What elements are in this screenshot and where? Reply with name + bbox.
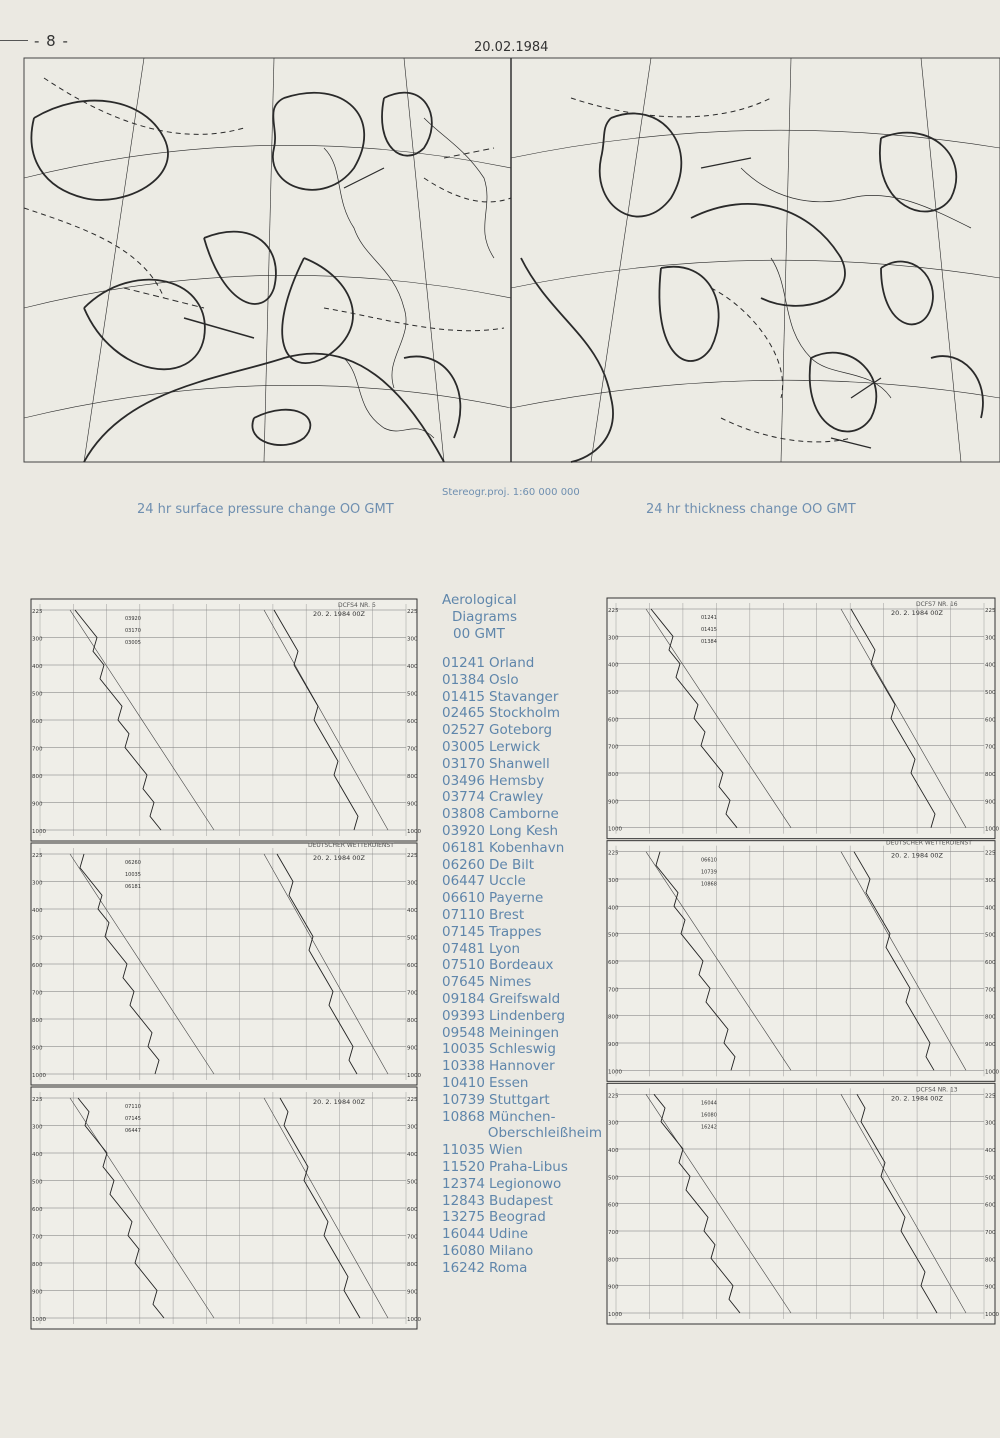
station-row: [442, 957, 602, 974]
pressure-label: 800: [32, 1262, 43, 1268]
panel-station-id: 16044: [701, 1100, 717, 1107]
pressure-label: 800: [32, 774, 43, 780]
station-row: [442, 873, 602, 890]
pressure-label: 900: [985, 1042, 996, 1048]
pressure-label: 600: [985, 960, 996, 966]
station-id: 03496: [442, 772, 485, 789]
station-id: 03808: [442, 806, 485, 823]
pressure-label: 1000: [608, 826, 622, 833]
station-name: Lindenberg: [489, 1007, 566, 1024]
station-row: [442, 806, 602, 823]
station-id: 09393: [442, 1007, 485, 1024]
pressure-label: 400: [407, 1152, 418, 1158]
panel-header: 20. 2. 1984 00Z: [313, 1098, 366, 1106]
station-name: Stavanger: [489, 688, 559, 705]
station-name: Greifswald: [489, 990, 561, 1007]
pressure-label: 700: [608, 987, 619, 994]
legend-title-2: Diagrams: [452, 609, 517, 625]
station-id: 12843: [442, 1192, 485, 1209]
station-id: 07145: [442, 923, 485, 940]
pressure-label: 300: [985, 635, 996, 642]
pressure-label: 900: [32, 1045, 43, 1052]
station-name: De Bilt: [489, 856, 535, 873]
station-id: 09548: [442, 1024, 485, 1041]
station-name: Hemsby: [489, 772, 545, 789]
pressure-label: 800: [407, 1018, 418, 1024]
pressure-label: 800: [608, 1257, 619, 1264]
station-id: 13275: [442, 1209, 485, 1226]
pressure-label: 500: [32, 691, 43, 698]
station-row: [442, 672, 602, 689]
station-name: Crawley: [489, 789, 544, 806]
station-name: Stockholm: [489, 705, 561, 722]
station-name: Meiningen: [489, 1024, 559, 1041]
pressure-label: 1000: [407, 1073, 421, 1079]
station-row: [442, 1243, 602, 1260]
station-row: [442, 1109, 602, 1126]
weather-maps: [24, 58, 1000, 462]
pressure-label: 500: [985, 690, 996, 696]
pressure-label: 400: [985, 1148, 996, 1154]
station-row: [442, 974, 602, 991]
station-row: [442, 1058, 602, 1075]
pressure-label: 300: [407, 880, 418, 887]
pressure-label: 600: [608, 717, 619, 724]
station-id: 07110: [442, 906, 485, 923]
station-id: 02527: [442, 722, 485, 739]
station-name: Shanwell: [489, 755, 550, 772]
station-id: 16080: [442, 1242, 485, 1259]
pressure-label: 225: [985, 608, 996, 614]
station-name: Trappes: [489, 923, 542, 940]
pressure-label: 300: [407, 636, 418, 643]
pressure-label: 900: [407, 1045, 418, 1052]
pressure-label: 600: [407, 963, 418, 969]
station-name: Uccle: [489, 873, 526, 890]
station-row: [442, 756, 602, 773]
station-id: 01384: [442, 671, 485, 688]
station-id: 02465: [442, 705, 485, 722]
station-row: [442, 1025, 602, 1042]
legend-title-1: Aerological: [442, 592, 517, 608]
pressure-label: 900: [608, 1284, 619, 1291]
pressure-label: 800: [985, 1014, 996, 1021]
pressure-label: 700: [32, 990, 43, 997]
station-name: Goteborg: [489, 722, 553, 739]
station-id: 01415: [442, 688, 485, 705]
pressure-label: 900: [32, 801, 43, 808]
pressure-label: 900: [608, 799, 619, 806]
panel-station-id: 07110: [125, 1104, 141, 1110]
station-name: Payerne: [489, 890, 544, 907]
pressure-label: 1000: [608, 1312, 622, 1318]
station-id: 07645: [442, 974, 485, 991]
panel-header: 20. 2. 1984 00Z: [313, 610, 366, 618]
station-id: 06447: [442, 873, 485, 890]
pressure-label: 400: [407, 908, 418, 914]
panel-code: DCFS4 NR. 5: [338, 602, 376, 609]
pressure-label: 700: [32, 746, 43, 753]
station-legend: [442, 592, 602, 1276]
station-id: [442, 1125, 488, 1142]
pressure-label: 600: [32, 1207, 43, 1213]
pressure-label: 225: [608, 1093, 619, 1100]
panel-header: 20. 2. 1984 00Z: [891, 851, 944, 860]
station-row: [442, 1142, 602, 1159]
station-name: Stuttgart: [489, 1091, 550, 1108]
pressure-label: 700: [985, 1230, 996, 1236]
station-row: [442, 924, 602, 941]
station-name: Hannover: [489, 1058, 555, 1075]
panel-station-id: 01415: [701, 627, 717, 633]
station-name: Bordeaux: [489, 957, 554, 974]
panel-code: DCFS7 NR. 16: [916, 601, 958, 608]
pressure-label: 300: [985, 878, 996, 884]
pressure-label: 500: [407, 1179, 418, 1186]
station-name: Oberschleißheim: [487, 1125, 602, 1142]
station-id: 03170: [442, 755, 485, 772]
station-name: Camborne: [489, 806, 559, 823]
station-id: 10338: [442, 1058, 485, 1075]
pressure-label: 700: [608, 1230, 619, 1236]
issuer-label: DEUTSCHER WETTERDIENST: [886, 839, 972, 847]
station-row: [442, 1260, 602, 1277]
station-name: Brest: [489, 906, 525, 923]
station-id: 16044: [442, 1226, 485, 1243]
station-row: [442, 840, 602, 857]
pressure-label: 500: [407, 691, 418, 698]
pressure-label: 600: [32, 719, 43, 725]
station-row: [442, 991, 602, 1008]
pressure-label: 500: [32, 935, 43, 942]
pressure-label: 1000: [407, 1317, 421, 1323]
panel-station-id: 06181: [125, 884, 141, 890]
panel-station-id: 06610: [701, 857, 717, 864]
pressure-label: 225: [407, 609, 418, 615]
station-row: [442, 689, 602, 706]
pressure-label: 300: [608, 878, 619, 884]
aerological-diagrams-right: [606, 597, 999, 1325]
pressure-label: 900: [985, 1284, 996, 1291]
panel-station-id: 06260: [125, 860, 141, 866]
station-row: [442, 789, 602, 806]
pressure-label: 225: [32, 1097, 43, 1103]
station-id: 10035: [442, 1041, 485, 1058]
pressure-label: 400: [407, 664, 418, 670]
pressure-label: 800: [407, 774, 418, 780]
panel-station-id: 03005: [125, 640, 141, 646]
station-row: [442, 1041, 602, 1058]
station-id: 11520: [442, 1158, 485, 1175]
panel-station-id: 10739: [701, 869, 717, 876]
station-row: [442, 773, 602, 790]
station-id: 11035: [442, 1142, 485, 1159]
pressure-label: 225: [985, 1093, 996, 1100]
panel-station-id: 06447: [125, 1128, 141, 1134]
pressure-label: 800: [608, 1014, 619, 1021]
pressure-label: 1000: [985, 1312, 999, 1318]
station-name: Orland: [489, 655, 535, 671]
panel-code: DCFS4 NR. 13: [916, 1086, 958, 1094]
station-row: [442, 705, 602, 722]
pressure-label: 300: [32, 1124, 43, 1131]
pressure-label: 500: [608, 690, 619, 696]
issuer-label: DEUTSCHER WETTERDIENST: [308, 842, 394, 849]
station-name: Lyon: [489, 940, 521, 957]
panel-station-id: 10868: [701, 881, 717, 888]
pressure-label: 1000: [608, 1069, 622, 1076]
station-row: [442, 1193, 602, 1210]
station-name: Oslo: [489, 671, 519, 688]
station-id: 07510: [442, 957, 485, 974]
station-id: 03920: [442, 822, 485, 839]
pressure-label: 400: [985, 905, 996, 912]
station-name: Budapest: [489, 1192, 553, 1209]
left-map-caption: 24 hr surface pressure change OO GMT: [137, 502, 394, 517]
legend-title-3: 00 GMT: [453, 626, 505, 642]
right-map-caption: 24 hr thickness change OO GMT: [646, 502, 856, 517]
station-name: Praha-Libus: [489, 1158, 568, 1175]
pressure-label: 300: [32, 636, 43, 643]
pressure-label: 225: [32, 853, 43, 859]
panel-station-id: 03920: [125, 616, 141, 622]
pressure-label: 600: [608, 960, 619, 966]
pressure-label: 500: [32, 1179, 43, 1186]
pressure-label: 1000: [407, 829, 421, 835]
station-id: 10410: [442, 1074, 485, 1091]
station-name: Milano: [489, 1242, 534, 1259]
station-id: 09184: [442, 990, 485, 1007]
station-id: 01241: [442, 655, 485, 671]
page-date: 20.02.1984: [474, 40, 549, 55]
pressure-label: 900: [608, 1042, 619, 1048]
station-row: [442, 823, 602, 840]
pressure-label: 600: [407, 1207, 418, 1213]
station-row: [442, 1226, 602, 1243]
pressure-label: 900: [407, 1289, 418, 1296]
station-row: [442, 890, 602, 907]
pressure-label: 1000: [32, 1317, 46, 1323]
pressure-label: 225: [608, 608, 619, 614]
pressure-label: 1000: [32, 829, 46, 835]
station-name: Beograd: [489, 1209, 546, 1226]
panel-station-id: 16242: [701, 1124, 717, 1131]
pressure-label: 400: [608, 662, 619, 669]
panel-header: 20. 2. 1984 00Z: [891, 1094, 944, 1103]
pressure-label: 300: [985, 1120, 996, 1127]
station-row: [442, 907, 602, 924]
pressure-label: 500: [608, 1175, 619, 1182]
station-id: 10739: [442, 1091, 485, 1108]
pressure-label: 800: [985, 1257, 996, 1264]
projection-label: Stereogr.proj. 1:60 000 000: [442, 487, 580, 498]
pressure-label: 1000: [985, 826, 999, 833]
page-number: - 8 -: [34, 32, 69, 50]
station-name: Schleswig: [489, 1041, 556, 1058]
pressure-label: 700: [407, 1234, 418, 1241]
panel-station-id: 03170: [125, 628, 141, 634]
pressure-label: 400: [608, 905, 619, 912]
station-id: 06181: [442, 839, 485, 856]
pressure-label: 700: [32, 1234, 43, 1241]
station-row: [442, 722, 602, 739]
pressure-label: 400: [32, 908, 43, 914]
station-id: 03774: [442, 789, 485, 806]
pressure-label: 800: [985, 772, 996, 778]
panel-station-id: 10035: [125, 872, 141, 878]
pressure-label: 500: [608, 932, 619, 939]
pressure-label: 500: [985, 932, 996, 939]
station-list: [442, 655, 602, 1276]
pressure-label: 300: [608, 635, 619, 642]
station-row: [442, 739, 602, 756]
pressure-label: 700: [985, 744, 996, 751]
pressure-label: 600: [608, 1202, 619, 1209]
station-row: [442, 1209, 602, 1226]
pressure-label: 800: [32, 1018, 43, 1024]
pressure-label: 225: [985, 850, 996, 857]
header-rule: [0, 40, 28, 41]
station-name: Lerwick: [489, 738, 541, 755]
pressure-label: 300: [608, 1120, 619, 1127]
station-name: Kobenhavn: [489, 839, 565, 856]
station-id: 03005: [442, 738, 485, 755]
panel-station-id: 01241: [701, 615, 717, 621]
station-id: 06610: [442, 890, 485, 907]
pressure-label: 700: [407, 746, 418, 753]
pressure-label: 600: [32, 963, 43, 969]
panel-header: 20. 2. 1984 00Z: [313, 854, 366, 862]
pressure-label: 700: [407, 990, 418, 997]
pressure-label: 300: [407, 1124, 418, 1131]
station-name: Essen: [489, 1074, 529, 1091]
pressure-label: 400: [32, 1152, 43, 1158]
station-row: [442, 1159, 602, 1176]
station-name: Roma: [489, 1259, 528, 1276]
pressure-label: 900: [985, 799, 996, 806]
station-row: [442, 1075, 602, 1092]
panel-station-id: 01384: [701, 639, 717, 645]
pressure-label: 400: [32, 664, 43, 670]
station-row: [442, 1125, 602, 1142]
pressure-label: 225: [407, 853, 418, 859]
pressure-label: 1000: [985, 1069, 999, 1076]
station-id: 16242: [442, 1259, 485, 1276]
panel-station-id: 07145: [125, 1116, 141, 1122]
pressure-label: 400: [985, 662, 996, 669]
station-name: Long Kesh: [489, 822, 559, 839]
station-row: [442, 655, 602, 672]
pressure-label: 1000: [32, 1073, 46, 1079]
pressure-label: 600: [407, 719, 418, 725]
pressure-label: 600: [985, 1202, 996, 1209]
pressure-label: 700: [608, 744, 619, 751]
pressure-label: 900: [407, 801, 418, 808]
aerological-diagrams-left: [30, 598, 421, 1330]
station-id: 12374: [442, 1175, 485, 1192]
pressure-label: 225: [608, 850, 619, 857]
station-name: Udine: [489, 1226, 529, 1243]
pressure-label: 300: [32, 880, 43, 887]
panel-station-id: 16080: [701, 1112, 717, 1119]
pressure-label: 800: [608, 772, 619, 778]
station-name: München-: [489, 1108, 556, 1125]
station-id: 06260: [442, 856, 485, 873]
station-row: [442, 857, 602, 874]
station-row: [442, 1092, 602, 1109]
station-id: 10868: [442, 1108, 485, 1125]
station-id: 07481: [442, 940, 485, 957]
panel-header: 20. 2. 1984 00Z: [891, 609, 944, 617]
station-row: [442, 1176, 602, 1193]
station-row: [442, 1008, 602, 1025]
pressure-label: 500: [985, 1175, 996, 1182]
station-name: Legionowo: [489, 1175, 562, 1192]
pressure-label: 900: [32, 1289, 43, 1296]
station-row: [442, 941, 602, 958]
pressure-label: 225: [32, 609, 43, 615]
pressure-label: 500: [407, 935, 418, 942]
pressure-label: 400: [608, 1148, 619, 1154]
pressure-label: 700: [985, 987, 996, 994]
pressure-label: 800: [407, 1262, 418, 1268]
station-name: Wien: [489, 1142, 523, 1159]
pressure-label: 225: [407, 1097, 418, 1103]
station-name: Nimes: [489, 974, 532, 991]
pressure-label: 600: [985, 717, 996, 724]
